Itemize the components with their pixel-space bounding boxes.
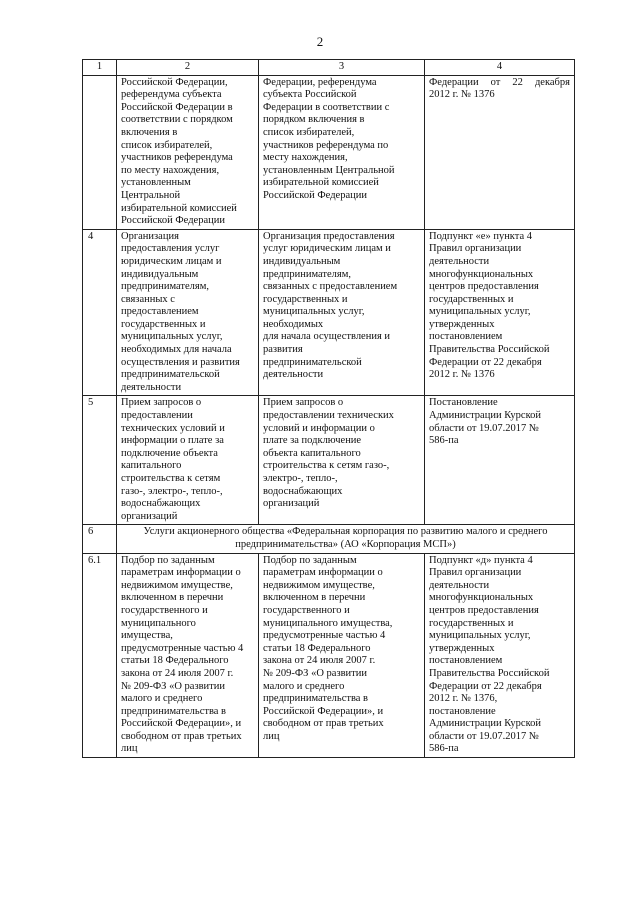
row-number: 6.1 <box>83 553 117 758</box>
table-row <box>83 75 575 229</box>
legal-basis-word: декабря <box>534 76 570 88</box>
header-col-1: 1 <box>83 60 117 76</box>
service-name-cell <box>117 229 259 396</box>
service-description-cell <box>259 229 425 396</box>
service-description-cell <box>259 75 425 229</box>
service-description-text: Подбор по заданным параметрам информации о недвижимом имуществе, включенном в перечни государственного и муниципального имущества, предусмотренные частью 4 статьи 18 Федерального закона от 24 июля 2007 г. № 209-ФЗ «О развитии малого и среднего предпринимательства в Российской Федерации», и свободном от прав третьих лиц <box>263 554 393 742</box>
legal-basis-word: 22 <box>512 76 523 88</box>
legal-basis-cell <box>425 75 575 229</box>
row-number: 4 <box>83 229 117 396</box>
header-col-4: 4 <box>425 60 575 76</box>
row-number <box>83 75 117 229</box>
section-heading-text: Услуги акционерного общества «Федеральная корпорация по развитию малого и среднего предпринимательства» (АО «Корпорация МСП») <box>143 526 548 550</box>
service-name-cell <box>117 553 259 758</box>
service-name-cell <box>117 75 259 229</box>
service-name-text: Организация предоставления услуг юридическим лицам и индивидуальным предпринимателям, связанных с предоставлением государственных и муниципальных услуг, необходимых для начала осуществления и развития предпринимательской деятельности <box>121 230 240 393</box>
page-number: 2 <box>316 34 324 49</box>
service-description-cell <box>259 396 425 525</box>
legal-basis-cell <box>425 229 575 396</box>
legal-basis-cell <box>425 396 575 525</box>
section-heading-cell <box>117 525 575 553</box>
row-number: 5 <box>83 396 117 525</box>
service-name-text: Прием запросов о предоставлении технических условий и информации о плате за подключение объекта капитального строительства к сетям газо-, электро-, тепло-, водоснабжающих организаций <box>121 397 225 522</box>
legal-basis-word: от <box>490 76 501 88</box>
service-description-text: Организация предоставления услуг юридическим лицам и индивидуальным предпринимателям, связанных с предоставлением государственных и муниципальных услуг, необходимых для начала осуществления и развития предпринимательской деятельности <box>263 230 398 381</box>
service-description-text: Федерации, референдума субъекта Российской Федерации в соответствии с порядком включения в список избирателей, участников референдума по месту нахождения, установленным Центральной избирательной комиссией Российской Федерации <box>263 76 395 201</box>
header-col-2: 2 <box>117 60 259 76</box>
legal-basis-text: Подпункт «д» пункта 4 Правил организации деятельности многофункциональных центров предоставления государственных и муниципальных услуг, утвержденных постановлением Правительства Российской Федерации от 22 декабря 2012 г. № 1376, постановление Администрации Курской области от 19.07.2017 № 586-па <box>429 554 550 755</box>
service-name-text: Подбор по заданным параметрам информации о недвижимом имуществе, включенном в перечни государственного и муниципального имущества, предусмотренные частью 4 статьи 18 Федерального закона от 24 июля 2007 г. № 209-ФЗ «О развитии малого и среднего предпринимательства в Российской Федерации», и свободном от прав третьих лиц <box>121 554 244 755</box>
header-col-3: 3 <box>259 60 425 76</box>
legal-basis-text: Постановление Администрации Курской области от 19.07.2017 № 586-па <box>429 397 542 447</box>
service-description-text: Прием запросов о предоставлении технических условий и информации о плате за подключение объекта капитального строительства к сетям газо-, электро-, тепло-, водоснабжающих организаций <box>263 397 394 510</box>
legal-basis-text: Подпункт «е» пункта 4 Правил организации деятельности многофункциональных центров предоставления государственных и муниципальных услуг, утвержденных постановлением Правительства Российской Федерации от 22 декабря 2012 г. № 1376 <box>429 230 550 381</box>
services-table <box>82 59 575 758</box>
table-header-row <box>83 60 575 76</box>
legal-basis-text: 2012 г. № 1376 <box>429 89 495 101</box>
legal-basis-first-line <box>429 77 570 90</box>
service-name-text: Российской Федерации, референдума субъекта Российской Федерации в соответствии с порядком включения в список избирателей, участников референдума по месту нахождения, установленным Центральной избирательной комиссией Российской Федерации <box>121 76 237 227</box>
table-row <box>83 229 575 396</box>
service-name-cell <box>117 396 259 525</box>
table-row <box>83 396 575 525</box>
legal-basis-word: Федерации <box>429 76 479 88</box>
legal-basis-cell <box>425 553 575 758</box>
row-number: 6 <box>83 525 117 553</box>
table-section-row <box>83 525 575 553</box>
service-description-cell <box>259 553 425 758</box>
table-row <box>83 553 575 758</box>
